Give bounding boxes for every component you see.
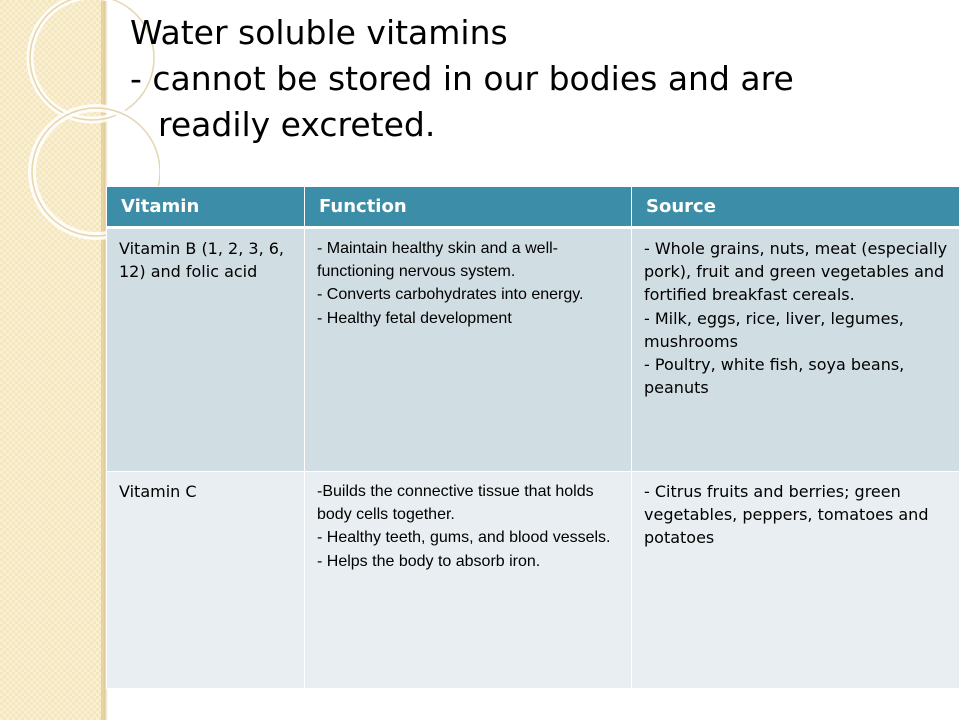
function-cell [305,472,632,689]
source-line: - Citrus fruits and berries; green vegetables, peppers, tomatoes and potatoes [644,482,929,548]
table-row [107,472,960,689]
table-header-row [107,187,960,228]
table-row [107,228,960,472]
function-line: - Healthy fetal development [317,309,512,327]
source-line: - Poultry, white fish, soya beans, peanuts [644,354,905,398]
vitamin-cell: Vitamin B (1, 2, 3, 6, 12) and folic acid [107,228,305,472]
function-line: - Maintain healthy skin and a well-functioning nervous system. [317,240,559,281]
function-line: - Healthy teeth, gums, and blood vessels. [317,529,611,547]
title-subtitle-line2: readily excreted. [158,105,436,145]
title-heading: Water soluble vitamins [130,13,508,52]
title-subtitle-line1: - cannot be stored in our bodies and are [130,59,794,99]
header-function: Function [305,187,632,228]
slide-title [130,10,930,149]
header-vitamin: Vitamin [107,187,305,228]
vitamin-table [106,186,960,689]
source-cell [632,472,960,689]
source-cell [632,228,960,472]
function-cell [305,228,632,472]
function-line: -Builds the connective tissue that holds body cells together. [317,483,594,524]
function-line: - Converts carbohydrates into energy. [317,286,584,304]
source-line: - Milk, eggs, rice, liver, legumes, mushrooms [644,308,904,351]
source-line: - Whole grains, nuts, meat (especially pork), fruit and green vegetables and fortified breakfast cereals. [644,239,948,305]
vitamin-cell: Vitamin C [107,472,305,689]
header-source: Source [632,187,960,228]
function-line: - Helps the body to absorb iron. [317,552,541,570]
